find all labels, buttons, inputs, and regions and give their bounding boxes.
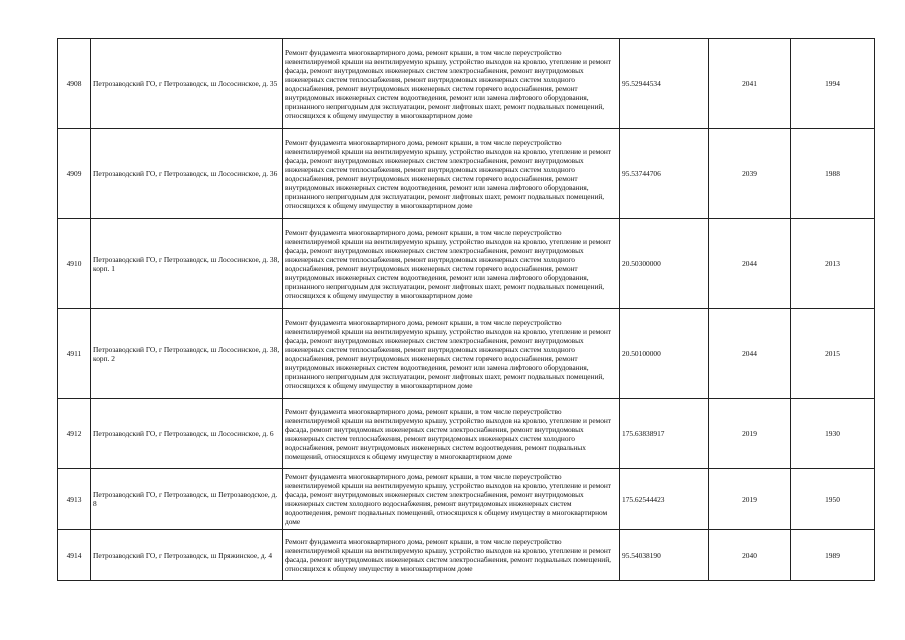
build-year-cell: 1930 bbox=[791, 399, 875, 469]
works-cell: Ремонт фундамента многоквартирного дома, ремонт крыши, в том числе переустройство невентилируемой крыши на вентилируемую крышу, устройство выходов на кровлю, утепление и ремонт фасада, ремонт внутридомовых инженерных систем электроснабжения, ремонт внутридомовых инженерных систем холодного водоснабжения, ремонт внутридомовых инженерных систем водоотведения, ремонт подвальных помещений, относящихся к общему имуществу в многоквартирном доме bbox=[283, 469, 620, 530]
cost-cell: 175.62544423 bbox=[620, 469, 709, 530]
table-row bbox=[58, 469, 875, 530]
works-cell: Ремонт фундамента многоквартирного дома, ремонт крыши, в том числе переустройство невентилируемой крыши на вентилируемую крышу, устройство выходов на кровлю, утепление и ремонт фасада, ремонт внутридомовых инженерных систем электроснабжения, ремонт внутридомовых инженерных систем теплоснабжения, ремонт внутридомовых инженерных систем холодного водоснабжения, ремонт внутридомовых инженерных систем водоотведения, ремонт подвальных помещений, относящихся к общему имуществу в многоквартирном доме bbox=[283, 399, 620, 469]
cost-cell: 175.63838917 bbox=[620, 399, 709, 469]
works-cell: Ремонт фундамента многоквартирного дома, ремонт крыши, в том числе переустройство невентилируемой крыши на вентилируемую крышу, устройство выходов на кровлю, утепление и ремонт фасада, ремонт внутридомовых инженерных систем электроснабжения, ремонт внутридомовых инженерных систем теплоснабжения, ремонт внутридомовых инженерных систем холодного водоснабжения, ремонт внутридомовых инженерных систем горячего водоснабжения, ремонт внутридомовых инженерных систем водоотведения, ремонт или замена лифтового оборудования, признанного непригодным для эксплуатации, ремонт лифтовых шахт, ремонт подвальных помещений, относящихся к общему имуществу в многоквартирном доме bbox=[283, 129, 620, 219]
cost-cell: 20.50100000 bbox=[620, 309, 709, 399]
row-number: 4912 bbox=[58, 399, 91, 469]
planned-year-cell: 2019 bbox=[709, 469, 791, 530]
cost-cell: 95.53744706 bbox=[620, 129, 709, 219]
table-row bbox=[58, 39, 875, 129]
cost-cell: 95.54038190 bbox=[620, 530, 709, 581]
works-cell: Ремонт фундамента многоквартирного дома, ремонт крыши, в том числе переустройство невентилируемой крыши на вентилируемую крышу, устройство выходов на кровлю, утепление и ремонт фасада, ремонт внутридомовых инженерных систем электроснабжения, ремонт внутридомовых инженерных систем теплоснабжения, ремонт внутридомовых инженерных систем холодного водоснабжения, ремонт внутридомовых инженерных систем горячего водоснабжения, ремонт внутридомовых инженерных систем водоотведения, ремонт или замена лифтового оборудования, признанного непригодным для эксплуатации, ремонт лифтовых шахт, ремонт подвальных помещений, относящихся к общему имуществу в многоквартирном доме bbox=[283, 309, 620, 399]
table-row bbox=[58, 219, 875, 309]
works-cell: Ремонт фундамента многоквартирного дома, ремонт крыши, в том числе переустройство невентилируемой крыши на вентилируемую крышу, устройство выходов на кровлю, утепление и ремонт фасада, ремонт внутридомовых инженерных систем электроснабжения, ремонт внутридомовых инженерных систем теплоснабжения, ремонт внутридомовых инженерных систем холодного водоснабжения, ремонт внутридомовых инженерных систем горячего водоснабжения, ремонт внутридомовых инженерных систем водоотведения, ремонт или замена лифтового оборудования, признанного непригодным для эксплуатации, ремонт лифтовых шахт, ремонт подвальных помещений, относящихся к общему имуществу в многоквартирном доме bbox=[283, 39, 620, 129]
overhaul-registry-table bbox=[57, 38, 875, 581]
row-number: 4908 bbox=[58, 39, 91, 129]
table-row bbox=[58, 309, 875, 399]
row-number: 4914 bbox=[58, 530, 91, 581]
build-year-cell: 2015 bbox=[791, 309, 875, 399]
cost-cell: 95.52944534 bbox=[620, 39, 709, 129]
address-cell: Петрозаводский ГО, г Петрозаводск, ш Петрозаводское, д. 8 bbox=[91, 469, 283, 530]
planned-year-cell: 2044 bbox=[709, 309, 791, 399]
address-cell: Петрозаводский ГО, г Петрозаводск, ш Лососинское, д. 38, корп. 1 bbox=[91, 219, 283, 309]
cost-cell: 20.50300000 bbox=[620, 219, 709, 309]
table-row bbox=[58, 399, 875, 469]
works-cell: Ремонт фундамента многоквартирного дома, ремонт крыши, в том числе переустройство невентилируемой крыши на вентилируемую крышу, устройство выходов на кровлю, утепление и ремонт фасада, ремонт внутридомовых инженерных систем электроснабжения, ремонт подвальных помещений, относящихся к общему имуществу в многоквартирном доме bbox=[283, 530, 620, 581]
planned-year-cell: 2044 bbox=[709, 219, 791, 309]
planned-year-cell: 2041 bbox=[709, 39, 791, 129]
build-year-cell: 2013 bbox=[791, 219, 875, 309]
address-cell: Петрозаводский ГО, г Петрозаводск, ш Лососинское, д. 35 bbox=[91, 39, 283, 129]
address-cell: Петрозаводский ГО, г Петрозаводск, ш Лососинское, д. 36 bbox=[91, 129, 283, 219]
planned-year-cell: 2039 bbox=[709, 129, 791, 219]
build-year-cell: 1988 bbox=[791, 129, 875, 219]
row-number: 4909 bbox=[58, 129, 91, 219]
row-number: 4911 bbox=[58, 309, 91, 399]
address-cell: Петрозаводский ГО, г Петрозаводск, ш Пряжинское, д. 4 bbox=[91, 530, 283, 581]
build-year-cell: 1994 bbox=[791, 39, 875, 129]
table-row bbox=[58, 129, 875, 219]
planned-year-cell: 2019 bbox=[709, 399, 791, 469]
planned-year-cell: 2040 bbox=[709, 530, 791, 581]
row-number: 4910 bbox=[58, 219, 91, 309]
build-year-cell: 1989 bbox=[791, 530, 875, 581]
address-cell: Петрозаводский ГО, г Петрозаводск, ш Лососинское, д. 38, корп. 2 bbox=[91, 309, 283, 399]
address-cell: Петрозаводский ГО, г Петрозаводск, ш Лососинское, д. 6 bbox=[91, 399, 283, 469]
works-cell: Ремонт фундамента многоквартирного дома, ремонт крыши, в том числе переустройство невентилируемой крыши на вентилируемую крышу, устройство выходов на кровлю, утепление и ремонт фасада, ремонт внутридомовых инженерных систем электроснабжения, ремонт внутридомовых инженерных систем теплоснабжения, ремонт внутридомовых инженерных систем холодного водоснабжения, ремонт внутридомовых инженерных систем горячего водоснабжения, ремонт внутридомовых инженерных систем водоотведения, ремонт или замена лифтового оборудования, признанного непригодным для эксплуатации, ремонт лифтовых шахт, ремонт подвальных помещений, относящихся к общему имуществу в многоквартирном доме bbox=[283, 219, 620, 309]
table-row bbox=[58, 530, 875, 581]
build-year-cell: 1950 bbox=[791, 469, 875, 530]
row-number: 4913 bbox=[58, 469, 91, 530]
table-body bbox=[58, 39, 875, 581]
